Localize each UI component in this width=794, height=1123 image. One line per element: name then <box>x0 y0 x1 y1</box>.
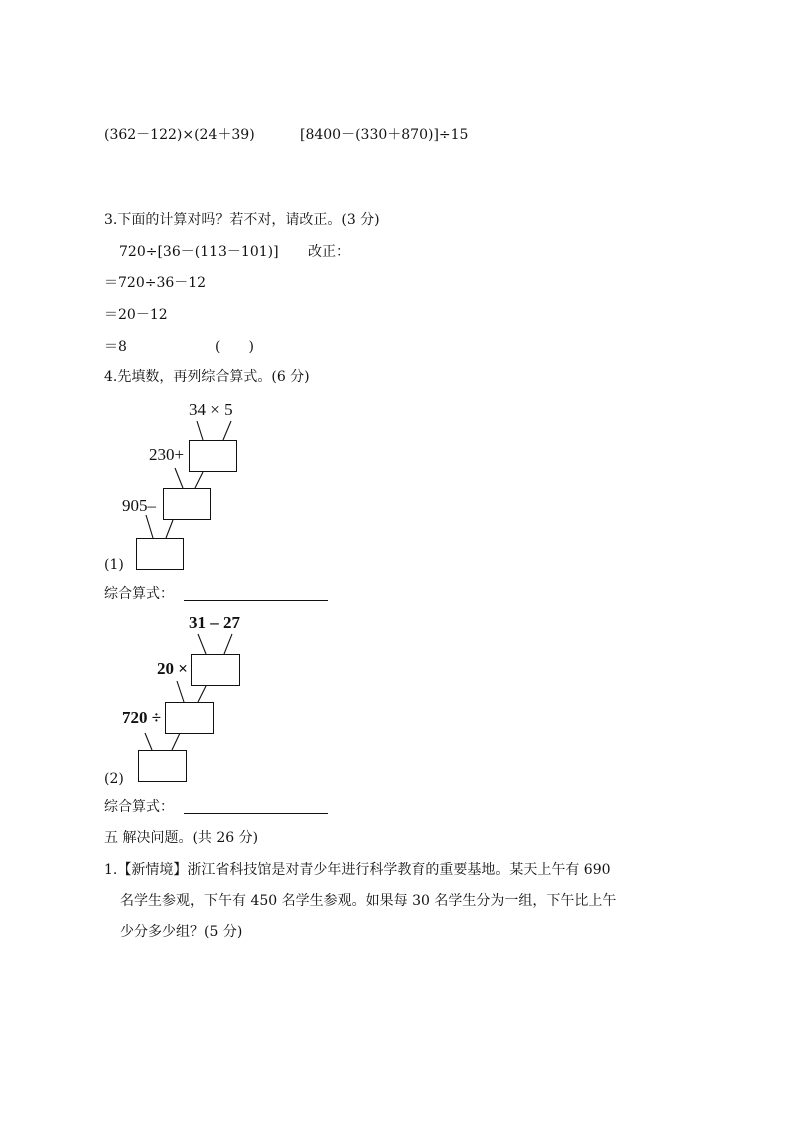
diagram-1-formula-answer-line[interactable] <box>184 600 328 601</box>
diagram-1-top-expression: 34 × 5 <box>189 400 233 419</box>
diagram-2-box-middle[interactable] <box>165 702 214 734</box>
diagram-2-label: (2) <box>104 771 124 787</box>
diagram-2-formula-label: 综合算式： <box>104 799 174 815</box>
problem-1-line-1: 1.【新情境】浙江省科技馆是对青少年进行科学教育的重要基地。某天上午有 690 <box>104 862 611 878</box>
diagram-2-box-bottom[interactable] <box>138 750 187 782</box>
diagram-1-mid-operator: 230+ <box>149 445 185 464</box>
diagram-1-low-operator: 905– <box>122 496 156 515</box>
diagram-1-label: (1) <box>104 557 124 573</box>
expression-2: [8400－(330＋870)]÷15 <box>300 127 469 143</box>
diagram-1-box-top[interactable] <box>189 440 237 472</box>
diagram-1-box-bottom[interactable] <box>136 538 184 570</box>
diagram-2-mid-operator: 20 × <box>157 659 188 678</box>
q3-step-1: ＝720÷36－12 <box>104 275 207 291</box>
diagram-2-low-operator: 720 ÷ <box>122 708 162 727</box>
q3-step-3: ＝8 <box>104 339 127 355</box>
q3-judge-blank[interactable]: ( ) <box>215 339 254 355</box>
diagram-2-formula-answer-line[interactable] <box>184 813 328 814</box>
diagram-2-box-top[interactable] <box>191 654 240 686</box>
expression-1: (362－122)×(24＋39) <box>104 127 255 143</box>
q3-expression: 720÷[36－(113－101)] <box>119 244 279 260</box>
q3-title: 3.下面的计算对吗？若不对，请改正。(3 分) <box>104 212 380 228</box>
diagram-2-top-expression: 31 – 27 <box>189 613 240 632</box>
problem-1-line-3: 少分多少组？(5 分) <box>120 924 243 940</box>
section-5-title: 五 解决问题。(共 26 分) <box>104 830 259 846</box>
q4-title: 4.先填数，再列综合算式。(6 分) <box>104 369 310 385</box>
diagram-1-box-middle[interactable] <box>163 488 211 520</box>
q3-step-2: ＝20－12 <box>104 307 168 323</box>
problem-1-line-2: 名学生参观，下午有 450 名学生参观。如果每 30 名学生分为一组，下午比上午 <box>120 893 617 909</box>
diagram-1-formula-label: 综合算式： <box>104 586 174 602</box>
q3-correction-label: 改正： <box>308 244 350 260</box>
